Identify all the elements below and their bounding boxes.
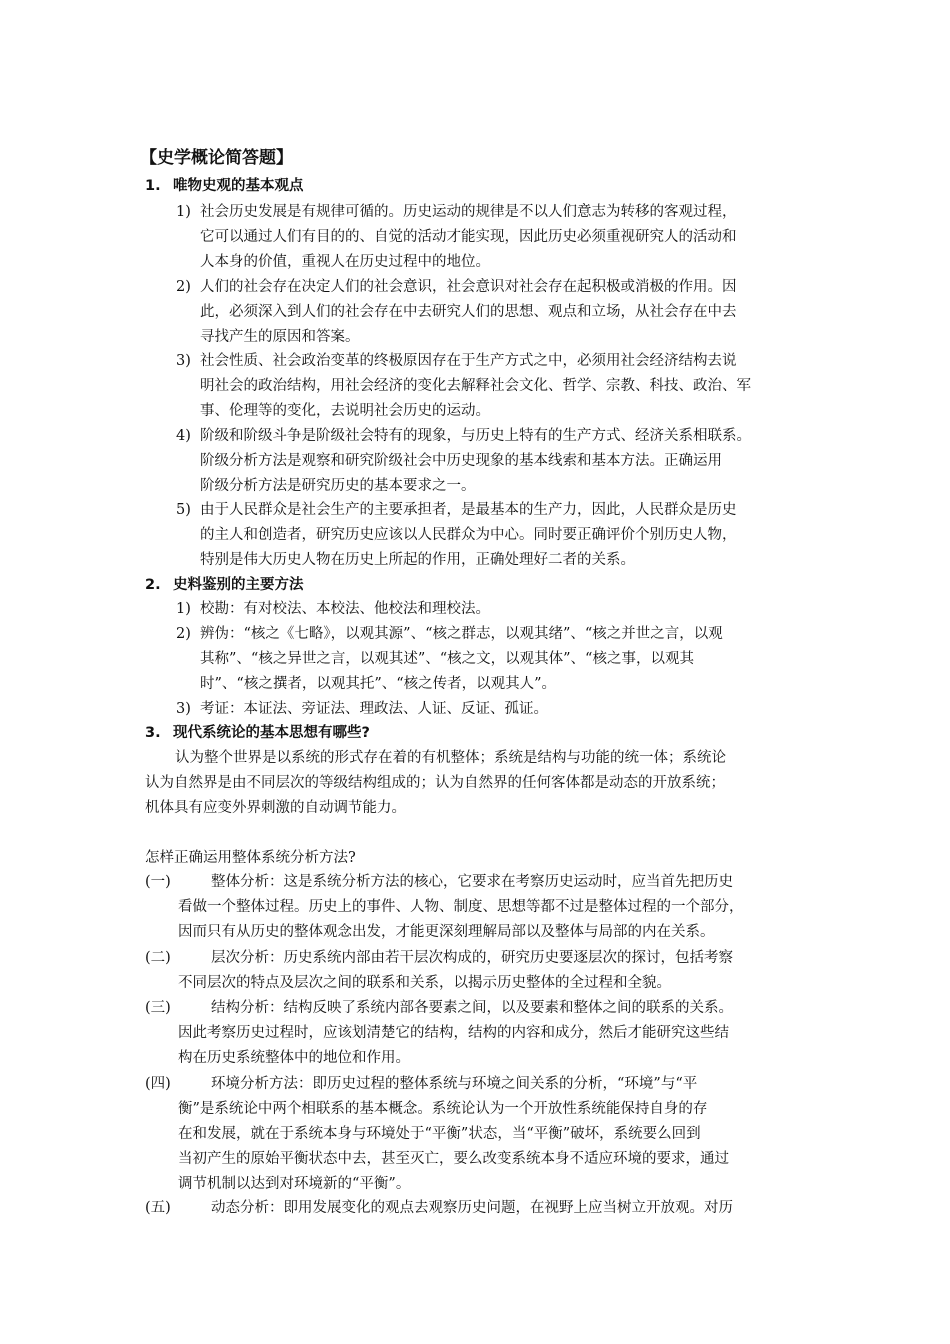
section-text-line: 构在历史系统整体中的地位和作用。 bbox=[178, 1050, 410, 1066]
item-text-line: 特别是伟大历史人物在历史上所起的作用，正确处理好二者的关系。 bbox=[200, 552, 635, 568]
section-text-line: 调节机制以达到对环境新的“平衡”。 bbox=[178, 1176, 411, 1192]
section-label: (五) bbox=[145, 1200, 171, 1216]
answer-paragraph bbox=[145, 746, 825, 821]
list-item bbox=[176, 349, 826, 424]
item-marker: 5) bbox=[176, 502, 191, 518]
item-text-line: 辨伪：“核之《七略》，以观其源”、“核之群志，以观其绪”、“核之并世之言，以观 bbox=[200, 626, 723, 642]
question-4-text: 怎样正确运用整体系统分析方法? bbox=[145, 850, 356, 866]
item-marker: 3) bbox=[176, 353, 191, 369]
item-text-line: 此，必须深入到人们的社会存在中去研究人们的思想、观点和立场，从社会存在中去 bbox=[200, 304, 737, 320]
item-text-line: 阶级分析方法是观察和研究阶级社会中历史现象的基本线索和基本方法。正确运用 bbox=[200, 453, 722, 469]
section-text-line: 看做一个整体过程。历史上的事件、人物、制度、思想等都不过是整体过程的一个部分， bbox=[178, 899, 744, 915]
question-number: 2. bbox=[145, 577, 161, 593]
section-label: (二) bbox=[145, 950, 171, 966]
item-marker: 3) bbox=[176, 701, 191, 717]
paragraph-line: 认为整个世界是以系统的形式存在着的有机整体；系统是结构与功能的统一体；系统论 bbox=[175, 750, 726, 766]
paragraph-line: 认为自然界是由不同层次的等级结构组成的；认为自然界的任何客体都是动态的开放系统； bbox=[145, 775, 725, 791]
analysis-section bbox=[145, 1072, 825, 1197]
analysis-section bbox=[145, 870, 825, 945]
list-item bbox=[176, 498, 826, 573]
document-title: 【史学概论简答题】 bbox=[140, 148, 293, 168]
paragraph-line: 机体具有应变外界刺激的自动调节能力。 bbox=[145, 800, 406, 816]
item-text-line: 的主人和创造者，研究历史应该以人民群众为中心。同时要正确评价个别历史人物， bbox=[200, 527, 737, 543]
list-item bbox=[176, 275, 826, 350]
section-text-line: 因此考察历史过程时，应该划清楚它的结构，结构的内容和成分，然后才能研究这些结 bbox=[178, 1025, 729, 1041]
item-text-line: 阶级和阶级斗争是阶级社会特有的现象，与历史上特有的生产方式、经济关系相联系。 bbox=[200, 428, 751, 444]
section-text-line: 动态分析：即用发展变化的观点去观察历史问题，在视野上应当树立开放观。对历 bbox=[211, 1200, 733, 1216]
section-label: (四) bbox=[145, 1076, 171, 1092]
item-text-line: 考证：本证法、旁证法、理政法、人证、反证、孤证。 bbox=[200, 701, 548, 717]
item-marker: 1) bbox=[176, 204, 191, 220]
item-text-line: 寻找产生的原因和答案。 bbox=[200, 329, 360, 345]
item-text-line: 时”、“核之撰者，以观其托”、“核之传者，以观其人”。 bbox=[200, 676, 557, 692]
analysis-section bbox=[145, 996, 825, 1071]
item-text-line: 社会历史发展是有规律可循的。历史运动的规律是不以人们意志为转移的客观过程， bbox=[200, 204, 737, 220]
section-label: (一) bbox=[145, 874, 171, 890]
section-text-line: 在和发展，就在于系统本身与环境处于“平衡”状态，当“平衡”破坏，系统要么回到 bbox=[178, 1126, 701, 1142]
item-text-line: 校勘：有对校法、本校法、他校法和理校法。 bbox=[200, 601, 490, 617]
question-title: 现代系统论的基本思想有哪些? bbox=[173, 725, 370, 741]
section-text-line: 层次分析：历史系统内部由若干层次构成的，研究历史要逐层次的探讨，包括考察 bbox=[211, 950, 733, 966]
section-label: (三) bbox=[145, 1000, 171, 1016]
list-item bbox=[176, 697, 826, 722]
list-item bbox=[176, 424, 826, 499]
section-text-line: 因而只有从历史的整体观念出发，才能更深刻理解局部以及整体与局部的内在关系。 bbox=[178, 924, 715, 940]
question-1-heading bbox=[145, 176, 304, 196]
item-marker: 2) bbox=[176, 626, 191, 642]
item-marker: 4) bbox=[176, 428, 191, 444]
question-number: 3. bbox=[145, 725, 161, 741]
item-marker: 2) bbox=[176, 279, 191, 295]
analysis-section bbox=[145, 946, 825, 996]
item-marker: 1) bbox=[176, 601, 191, 617]
item-text-line: 人们的社会存在决定人们的社会意识，社会意识对社会存在起积极或消极的作用。因 bbox=[200, 279, 737, 295]
item-text-line: 人本身的价值，重视人在历史过程中的地位。 bbox=[200, 254, 490, 270]
section-text-line: 结构分析：结构反映了系统内部各要素之间，以及要素和整体之间的联系的关系。 bbox=[211, 1000, 733, 1016]
item-text-line: 它可以通过人们有目的的、自觉的活动才能实现，因此历史必须重视研究人的活动和 bbox=[200, 229, 737, 245]
item-text-line: 其称”、“核之异世之言，以观其述”、“核之文，以观其体”、“核之事，以观其 bbox=[200, 651, 694, 667]
question-title: 史料鉴别的主要方法 bbox=[173, 577, 304, 593]
item-text-line: 社会性质、社会政治变革的终极原因存在于生产方式之中，必须用社会经济结构去说 bbox=[200, 353, 737, 369]
question-3-heading bbox=[145, 723, 370, 743]
section-text-line: 衡”是系统论中两个相联系的基本概念。系统论认为一个开放性系统能保持自身的存 bbox=[178, 1101, 708, 1117]
question-2-heading bbox=[145, 575, 304, 595]
item-text-line: 明社会的政治结构，用社会经济的变化去解释社会文化、哲学、宗教、科技、政治、军 bbox=[200, 378, 751, 394]
section-text-line: 当初产生的原始平衡状态中去，甚至灭亡，要么改变系统本身不适应环境的要求，通过 bbox=[178, 1151, 729, 1167]
section-text-line: 整体分析：这是系统分析方法的核心，它要求在考察历史运动时，应当首先把历史 bbox=[211, 874, 733, 890]
analysis-section bbox=[145, 1196, 825, 1221]
list-item bbox=[176, 200, 826, 275]
item-text-line: 由于人民群众是社会生产的主要承担者，是最基本的生产力，因此，人民群众是历史 bbox=[200, 502, 737, 518]
item-text-line: 事、伦理等的变化，去说明社会历史的运动。 bbox=[200, 403, 490, 419]
section-text-line: 环境分析方法：即历史过程的整体系统与环境之间关系的分析，“环境”与“平 bbox=[211, 1076, 698, 1092]
list-item bbox=[176, 597, 826, 622]
item-text-line: 阶级分析方法是研究历史的基本要求之一。 bbox=[200, 478, 476, 494]
list-item bbox=[176, 622, 826, 697]
question-number: 1. bbox=[145, 178, 161, 194]
section-text-line: 不同层次的特点及层次之间的联系和关系，以揭示历史整体的全过程和全貌。 bbox=[178, 975, 671, 991]
question-title: 唯物史观的基本观点 bbox=[173, 178, 304, 194]
